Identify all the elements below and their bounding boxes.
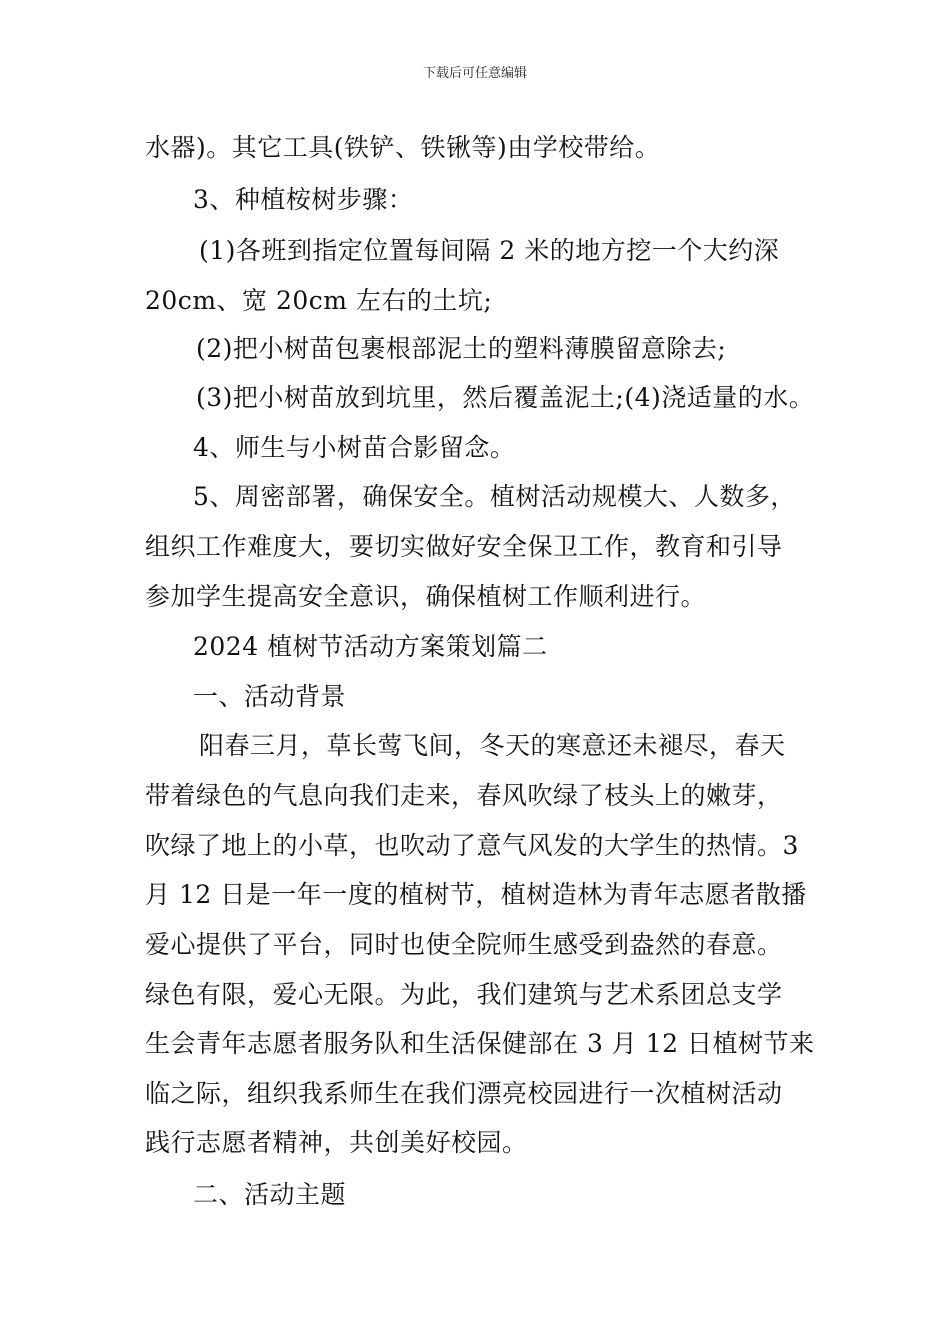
text-line: 3、种植桉树步骤：: [193, 185, 414, 214]
text-line: 组织工作难度大，要切实做好安全保卫工作，教育和引导: [145, 532, 783, 561]
text-line: 阳春三月，草长莺飞间，冬天的寒意还未褪尽，春天: [199, 731, 786, 760]
text-line: 20cm、宽 20cm 左右的土坑;: [145, 286, 493, 315]
text-line: 带着绿色的气息向我们走来，春风吹绿了枝头上的嫩芽，: [145, 781, 783, 810]
text-line: 践行志愿者精神，共创美好校园。: [145, 1128, 528, 1157]
page-header: 下载后可任意编辑: [422, 66, 527, 81]
section-title: 2024 植树节活动方案策划篇二: [193, 632, 548, 661]
text-line: (2)把小树苗包裹根部泥土的塑料薄膜留意除去;: [196, 334, 727, 363]
section-heading: 一、活动背景: [193, 682, 347, 711]
text-line: 爱心提供了平台，同时也使全院师生感受到盎然的春意。: [145, 930, 783, 959]
section-heading: 二、活动主题: [193, 1180, 347, 1209]
text-line: 5、周密部署，确保安全。植树活动规模大、人数多，: [193, 482, 796, 511]
text-line: 绿色有限，爱心无限。为此，我们建筑与艺术系团总支学: [145, 980, 783, 1009]
text-line: 吹绿了地上的小草，也吹动了意气风发的大学生的热情。3: [145, 831, 799, 860]
text-line: 生会青年志愿者服务队和生活保健部在 3 月 12 日植树节来: [145, 1029, 815, 1058]
text-line: 4、师生与小树苗合影留念。: [193, 433, 516, 462]
text-line: (3)把小树苗放到坑里，然后覆盖泥土;(4)浇适量的水。: [196, 383, 815, 412]
text-line: 临之际，组织我系师生在我们漂亮校园进行一次植树活动: [145, 1079, 783, 1108]
text-line: 月 12 日是一年一度的植树节，植树造林为青年志愿者散播: [145, 880, 807, 909]
text-line: (1)各班到指定位置每间隔 2 米的地方挖一个大约深: [199, 236, 780, 265]
text-line: 参加学生提高安全意识，确保植树工作顺利进行。: [145, 582, 707, 611]
text-line: 水器)。其它工具(铁铲、铁锹等)由学校带给。: [145, 133, 661, 162]
